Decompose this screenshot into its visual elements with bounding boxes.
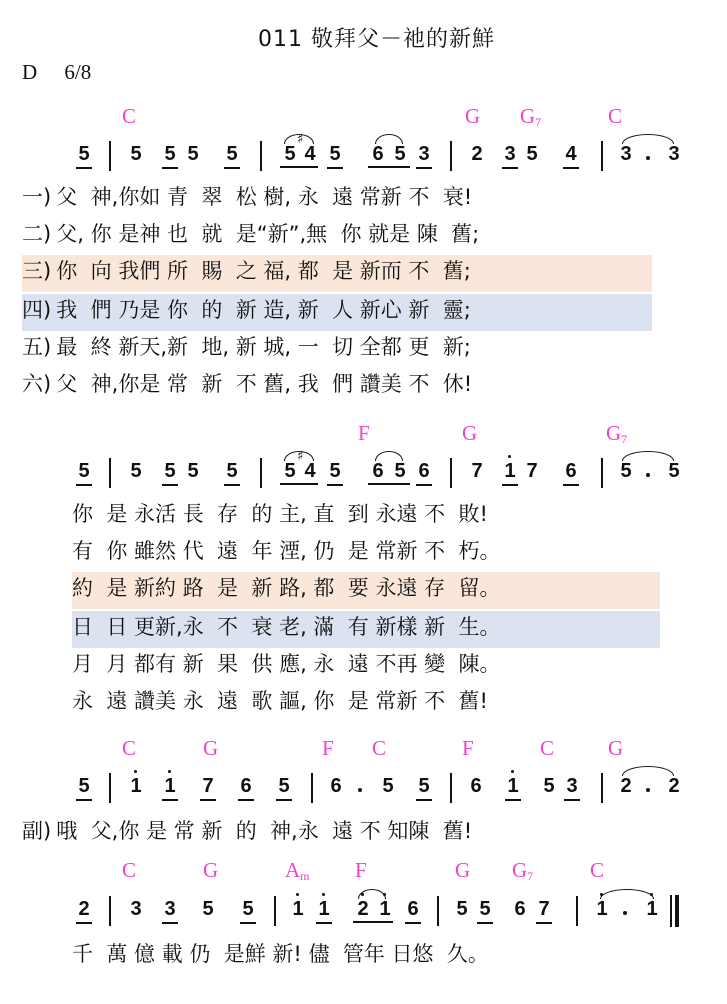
chord-symbol: $G_7$ <box>512 858 534 883</box>
note-high: 1 <box>290 898 306 921</box>
note: 5 <box>187 460 199 482</box>
dot <box>646 788 650 792</box>
final-barline-thick <box>675 895 679 927</box>
chord-symbol: $A_m$ <box>285 858 310 883</box>
lyric-text: 父, 你 是神 也 就 是“新”,無 你 就是 陳 舊; <box>56 222 480 246</box>
barline <box>109 141 111 171</box>
chord-symbol: $G_7$ <box>606 421 628 446</box>
note: 4 <box>304 460 316 482</box>
lyric-text: 約 是 新約 路 是 新 路, 都 要 永遠 存 留。 <box>72 576 501 600</box>
chord-symbol: F <box>358 421 370 445</box>
lyric-text: 月 月 都有 新 果 供 應, 永 遠 不再 變 陳。 <box>72 652 501 676</box>
note-high: 1 <box>128 775 144 798</box>
note: 3 <box>130 898 142 920</box>
chord-symbol: F <box>322 736 334 760</box>
lyric-line-1 <box>72 498 660 535</box>
note: 3 <box>564 775 580 801</box>
note: 7 <box>526 460 538 482</box>
verse-number: 一) <box>22 185 52 209</box>
note: 5 <box>620 460 632 482</box>
notation-row-3 <box>0 770 727 810</box>
chord-suffix: 7 <box>527 869 534 883</box>
note: 5 <box>382 775 394 797</box>
note: 4 <box>304 143 316 165</box>
note: 6 <box>416 460 432 486</box>
dot <box>358 788 362 792</box>
key-signature <box>22 60 113 85</box>
chord-symbol: G <box>203 858 219 882</box>
verse-lyrics-1 <box>22 181 652 405</box>
barline <box>601 773 603 803</box>
dot <box>623 911 627 915</box>
lyric-text: 你 向 我們 所 賜 之 福, 都 是 新而 不 舊; <box>56 259 471 283</box>
note: 6 <box>563 460 579 486</box>
note: 7 <box>200 775 216 801</box>
lyric-text: 哦 父,你 是 常 新 的 神,永 遠 不 知陳 舊! <box>56 819 473 843</box>
chord-symbol: C <box>540 736 555 760</box>
note: 5 <box>224 460 240 486</box>
barline <box>311 773 313 803</box>
note: 5 <box>76 460 92 486</box>
note: 5 <box>284 143 296 165</box>
note: 5 <box>130 143 142 165</box>
barline <box>576 896 578 926</box>
barline <box>450 458 452 488</box>
barline <box>601 141 603 171</box>
note: 5 <box>526 143 538 165</box>
lyric-text: 永 遠 讚美 永 遠 歌 謳, 你 是 常新 不 舊! <box>72 689 488 713</box>
chord-symbol: C <box>122 104 137 128</box>
lyric-line-2 <box>22 218 652 255</box>
note: 7 <box>536 898 552 924</box>
note: 2 <box>620 775 632 797</box>
note: 3 <box>668 143 680 165</box>
barline <box>109 896 111 926</box>
note: 5 <box>202 898 214 920</box>
sharp-icon: ♯ <box>297 132 304 147</box>
final-barline-thin <box>670 895 672 927</box>
barline <box>450 773 452 803</box>
note: 6 <box>330 775 342 797</box>
note: 4 <box>563 143 579 169</box>
note: 5 <box>284 460 296 482</box>
note: 5 <box>76 143 92 169</box>
note: 3 <box>416 143 432 169</box>
chord-suffix: 7 <box>621 432 628 446</box>
lyric-line-3-highlight <box>22 255 652 292</box>
note: 5 <box>187 143 199 165</box>
note: 5 <box>394 143 406 165</box>
chord-row-2 <box>0 421 727 447</box>
chord-suffix: m <box>300 869 310 883</box>
lyric-line-5 <box>22 331 652 368</box>
note: 5 <box>327 460 343 486</box>
chord-symbol: G <box>455 858 471 882</box>
verse-number: 三) <box>22 259 52 283</box>
barline <box>437 896 439 926</box>
lyric-text: 日 日 更新,永 不 衰 老, 滿 有 新樣 新 生。 <box>72 615 501 639</box>
barline <box>260 141 262 171</box>
note: 5 <box>668 460 680 482</box>
note: 3 <box>502 143 518 169</box>
verse-number: 五) <box>22 335 52 359</box>
chord-row-1 <box>0 104 727 130</box>
note: 6 <box>372 143 384 165</box>
barline <box>109 773 111 803</box>
note-high: 1 <box>594 898 610 921</box>
chord-symbol: $G_7$ <box>520 104 542 129</box>
lyric-line-6 <box>22 368 652 405</box>
chorus-label: 副) <box>22 819 52 843</box>
note: 2 <box>76 898 92 924</box>
note: 5 <box>456 898 468 920</box>
lyric-line-6 <box>72 685 660 722</box>
note: 5 <box>276 775 292 801</box>
note-high: 2 <box>355 898 371 921</box>
verse-number: 六) <box>22 372 52 396</box>
note-high: 1 <box>644 898 660 921</box>
chord-symbol: G <box>203 736 219 760</box>
note-high: 1 <box>502 460 518 486</box>
lyric-text: 父 神,你如 青 翠 松 樹, 永 遠 常新 不 衰! <box>56 185 473 209</box>
chord-symbol: G <box>462 421 478 445</box>
lyric-text: 我 們 乃是 你 的 新 造, 新 人 新心 新 靈; <box>56 298 471 322</box>
notation-row-2 <box>0 449 727 495</box>
note: 5 <box>224 143 240 169</box>
verse-lyrics-2 <box>72 498 660 722</box>
note: 5 <box>162 460 178 486</box>
chord-symbol: C <box>122 858 137 882</box>
lyric-text: 有 你 雖然 代 遠 年 湮, 仍 是 常新 不 朽。 <box>72 539 501 563</box>
lyric-text: 千 萬 億 載 仍 是鮮 新! 儘 管年 日悠 久。 <box>72 942 489 966</box>
chord-symbol: F <box>462 736 474 760</box>
chord-suffix: 7 <box>535 115 542 129</box>
lyric-text: 父 神,你是 常 新 不 舊, 我 們 讚美 不 休! <box>56 372 473 396</box>
note-high: 1 <box>316 898 332 924</box>
note: 5 <box>394 460 406 482</box>
note: 6 <box>372 460 384 482</box>
note: 5 <box>76 775 92 801</box>
chord-symbol: C <box>608 104 623 128</box>
chord-symbol: G <box>608 736 624 760</box>
barline <box>274 896 276 926</box>
chord-row-3 <box>0 736 727 762</box>
lyric-text: 最 終 新天,新 地, 新 城, 一 切 全都 更 新; <box>56 335 471 359</box>
note: 5 <box>543 775 555 797</box>
chorus-lyrics <box>22 815 672 845</box>
sharp-icon: ♯ <box>297 449 304 464</box>
note: 6 <box>405 898 421 924</box>
note: 5 <box>162 143 178 169</box>
note-high: 1 <box>377 898 393 921</box>
lyric-line-2 <box>72 535 660 572</box>
chord-symbol: G <box>465 104 481 128</box>
note: 6 <box>514 898 526 920</box>
note-high: 1 <box>505 775 521 801</box>
chord-symbol: C <box>372 736 387 760</box>
lyric-line-5 <box>72 648 660 685</box>
lyric-line-1 <box>22 181 652 218</box>
key: D <box>22 60 38 84</box>
note-high: 1 <box>162 775 178 801</box>
time-signature: 6/8 <box>64 60 92 84</box>
chord-symbol: C <box>122 736 137 760</box>
note: 5 <box>327 143 343 169</box>
lyric-line-4-highlight <box>22 294 652 331</box>
barline <box>260 458 262 488</box>
dot <box>646 473 650 477</box>
note: 5 <box>416 775 432 801</box>
dot <box>646 156 650 160</box>
note: 5 <box>477 898 493 924</box>
note: 3 <box>620 143 632 165</box>
barline <box>450 141 452 171</box>
hymn-title: 011 敬拜父－祂的新鮮 <box>258 27 495 52</box>
lyric-line-3-highlight <box>72 572 660 609</box>
lyric-line-4-highlight <box>72 611 660 648</box>
chord-symbol: C <box>590 858 605 882</box>
lyric-text: 你 是 永活 長 存 的 主, 直 到 永遠 不 敗! <box>72 502 488 526</box>
note: 5 <box>130 460 142 482</box>
note: 5 <box>240 898 256 924</box>
barline <box>109 458 111 488</box>
note: 2 <box>668 775 680 797</box>
verse-number: 四) <box>22 298 52 322</box>
chorus-lyrics-2 <box>72 938 672 968</box>
barline <box>601 458 603 488</box>
chord-symbol: F <box>355 858 367 882</box>
notation-row-1 <box>0 132 727 178</box>
notation-row-4 <box>0 893 727 933</box>
chord-row-4 <box>0 858 727 884</box>
verse-number: 二) <box>22 222 52 246</box>
note: 6 <box>470 775 482 797</box>
note: 2 <box>471 143 483 165</box>
note: 3 <box>162 898 178 924</box>
note: 6 <box>238 775 254 801</box>
note: 7 <box>471 460 483 482</box>
